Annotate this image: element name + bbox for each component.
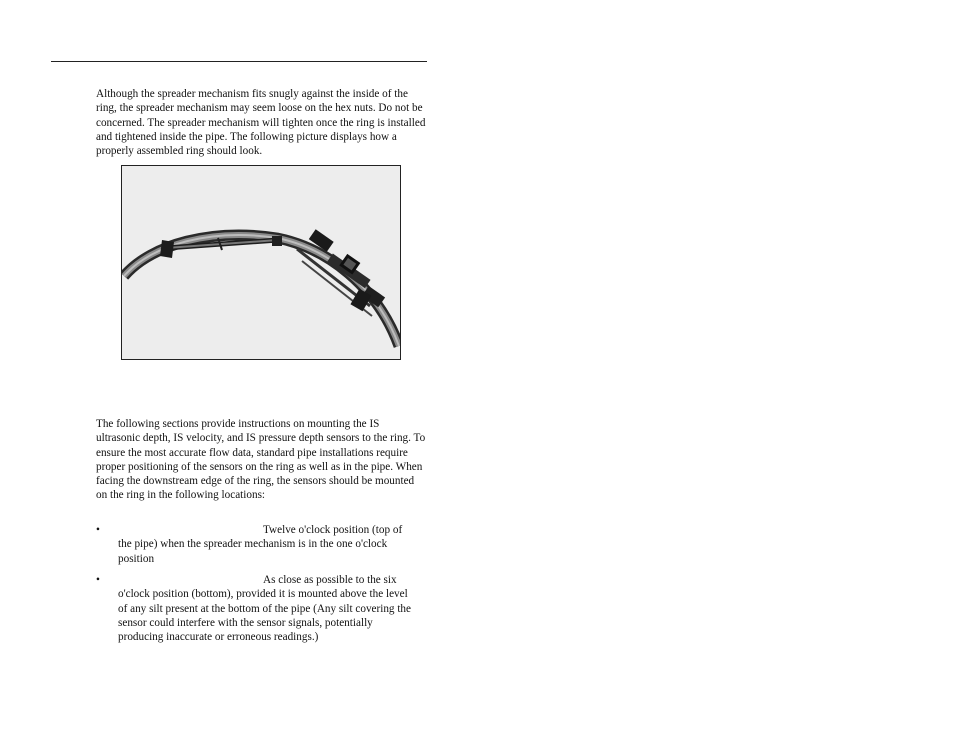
bullet-symbol: • [96, 524, 100, 536]
intro-paragraph: Although the spreader mechanism fits snugly against the inside of the ring, the spreader mechanism may seem loose on the hex nuts. Do not be concerned. The spreader mechanism will tighten once the ring is installed and tightened inside the pipe. The following picture displays how a properly assembled ring should look. [96, 88, 426, 158]
bullet-text: As close as possible to the six o'clock position (bottom), provided it is mounted above the level of any silt present at the bottom of the pipe (Any silt covering the sensor could interfere with the sensor signals, potentially producing inaccurate or erroneous readings.) [118, 574, 411, 644]
ring-photo-illustration [122, 166, 400, 359]
bullet-text: Twelve o'clock position (top of the pipe) when the spreader mechanism is in the one o'clock position [118, 524, 403, 565]
sensor-instructions-paragraph: The following sections provide instructions on mounting the IS ultrasonic depth, IS velocity, and IS pressure depth sensors to the ring. To ensure the most accurate flow data, standard pipe installations require proper positioning of the sensors on the ring as well as in the pipe. When facing the downstream edge of the ring, the sensors should be mounted on the ring in the following locations: [96, 418, 426, 502]
bullet-symbol: • [96, 574, 100, 586]
assembled-ring-photo [121, 165, 401, 360]
header-rule [51, 61, 427, 62]
